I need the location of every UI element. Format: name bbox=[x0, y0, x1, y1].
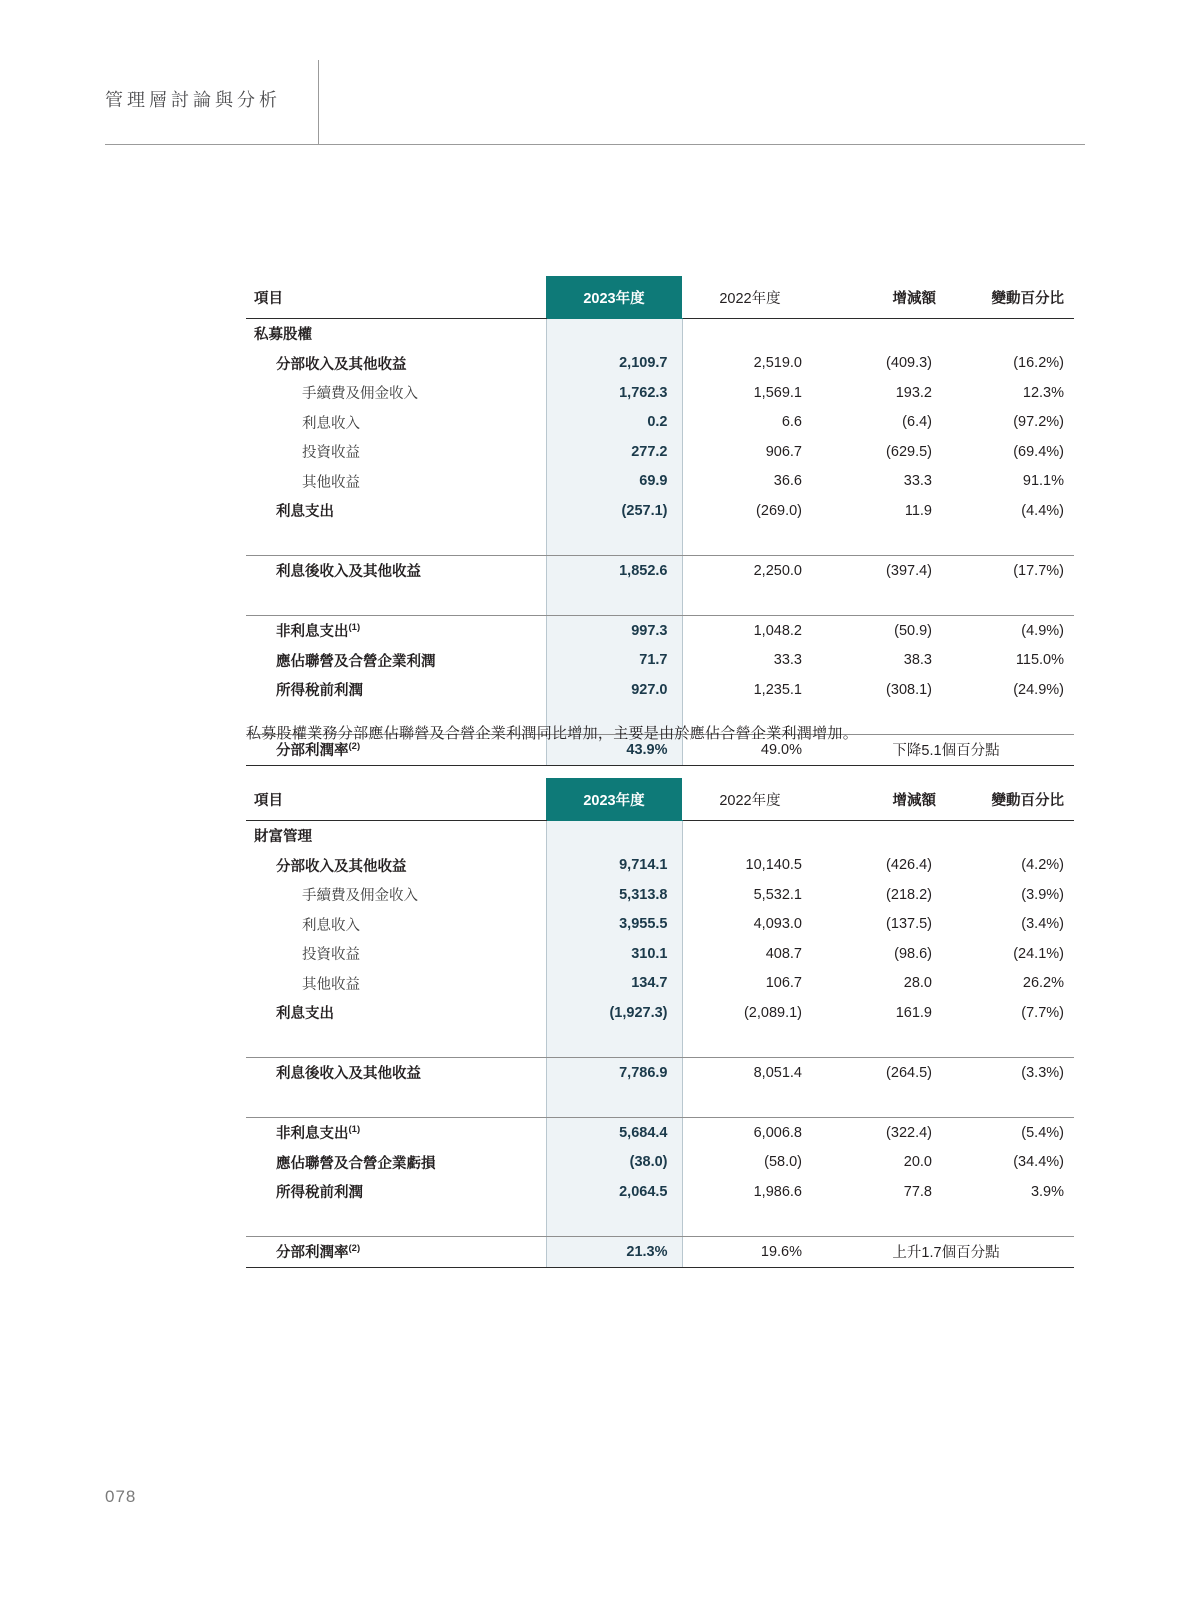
cell-2022: 106.7 bbox=[765, 975, 802, 992]
cell-2022: 8,051.4 bbox=[753, 1064, 802, 1081]
table-row bbox=[246, 851, 1074, 881]
table-row bbox=[246, 675, 1074, 705]
cell-2023: 997.3 bbox=[546, 616, 682, 646]
cell-delta: (98.6) bbox=[894, 945, 932, 962]
table-header-row bbox=[246, 276, 1074, 319]
column-header-pct: 變動百分比 bbox=[946, 778, 1074, 821]
table-row bbox=[246, 939, 1074, 969]
header-horizontal-rule bbox=[105, 144, 1085, 145]
table-row bbox=[246, 378, 1074, 408]
rule-cell bbox=[546, 1207, 682, 1237]
rule-cell bbox=[546, 1028, 682, 1058]
cell-2023: 9,714.1 bbox=[546, 851, 682, 881]
table-row bbox=[246, 408, 1074, 438]
rule-cell bbox=[818, 586, 946, 616]
row-label: 投資收益 bbox=[302, 947, 360, 964]
row-label: 利息收入 bbox=[302, 917, 360, 934]
table-row bbox=[246, 910, 1074, 940]
cell-change-note: 下降5.1個百分點 bbox=[818, 735, 1074, 766]
table-row bbox=[246, 467, 1074, 497]
cell-pct: (5.4%) bbox=[1021, 1124, 1064, 1141]
cell-delta: (629.5) bbox=[886, 443, 932, 460]
cell-delta: (264.5) bbox=[886, 1064, 932, 1081]
cell-delta: (308.1) bbox=[886, 681, 932, 698]
rule-cell bbox=[682, 1207, 818, 1237]
cell-2023: (38.0) bbox=[546, 1148, 682, 1178]
column-header-pct: 變動百分比 bbox=[946, 276, 1074, 319]
cell-delta: (6.4) bbox=[902, 414, 932, 431]
cell-2022: 2,519.0 bbox=[753, 355, 802, 372]
cell-2023: 134.7 bbox=[546, 969, 682, 999]
cell-2023: 2,064.5 bbox=[546, 1177, 682, 1207]
table-row bbox=[246, 616, 1074, 646]
column-header-2022: 2022年度 bbox=[682, 778, 818, 821]
page-header bbox=[105, 60, 1085, 150]
cell-2022: 49.0% bbox=[682, 735, 818, 766]
table-row bbox=[246, 349, 1074, 379]
column-header-delta: 增減額 bbox=[818, 276, 946, 319]
cell-pct: 26.2% bbox=[1022, 975, 1064, 992]
cell-delta: 20.0 bbox=[903, 1154, 932, 1171]
cell-delta: 77.8 bbox=[903, 1183, 932, 1200]
row-label: 其他收益 bbox=[302, 976, 360, 993]
table-row bbox=[246, 556, 1074, 586]
row-label: 應佔聯營及合營企業虧損 bbox=[276, 1155, 436, 1172]
rule-cell bbox=[818, 526, 946, 556]
cell-delta: 38.3 bbox=[903, 652, 932, 669]
cell-pct: (3.3%) bbox=[1021, 1064, 1064, 1081]
cell-2023: 2,109.7 bbox=[546, 349, 682, 379]
cell-2022: 1,986.6 bbox=[753, 1183, 802, 1200]
cell-delta: (137.5) bbox=[886, 916, 932, 933]
wealth-management-table bbox=[246, 778, 1074, 1268]
table-body bbox=[246, 821, 1074, 1268]
cell-2022: 408.7 bbox=[765, 945, 802, 962]
cell-pct: (24.9%) bbox=[1013, 681, 1064, 698]
cell-delta: (397.4) bbox=[886, 562, 932, 579]
footnote-marker: (1) bbox=[348, 1124, 361, 1136]
cell-pct: (3.4%) bbox=[1021, 916, 1064, 933]
table-section-row bbox=[246, 319, 1074, 349]
rule-cell bbox=[682, 1088, 818, 1118]
cell-delta: 33.3 bbox=[903, 473, 932, 490]
cell-2023: 927.0 bbox=[546, 675, 682, 705]
rule-cell bbox=[682, 586, 818, 616]
cell-empty bbox=[946, 319, 1074, 349]
cell-2023 bbox=[546, 319, 682, 349]
cell-delta: (50.9) bbox=[894, 622, 932, 639]
cell-2023: 3,955.5 bbox=[546, 910, 682, 940]
row-label: 分部利潤率$^{(2)}$ bbox=[246, 735, 546, 766]
footnote-marker: (2) bbox=[348, 1243, 361, 1255]
cell-empty bbox=[946, 821, 1074, 851]
cell-delta: 161.9 bbox=[895, 1004, 932, 1021]
cell-2022: 906.7 bbox=[765, 443, 802, 460]
cell-2023: 0.2 bbox=[546, 408, 682, 438]
cell-pct: (4.9%) bbox=[1021, 622, 1064, 639]
rule-cell bbox=[546, 1088, 682, 1118]
cell-2023: 277.2 bbox=[546, 437, 682, 467]
cell-pct: 115.0% bbox=[1015, 652, 1064, 669]
rule-cell bbox=[946, 526, 1074, 556]
column-header-item: 項目 bbox=[246, 276, 546, 319]
row-label: 利息支出 bbox=[276, 504, 334, 521]
column-header-item: 項目 bbox=[246, 778, 546, 821]
cell-pct: (69.4%) bbox=[1013, 443, 1064, 460]
column-header-2022: 2022年度 bbox=[682, 276, 818, 319]
rule-cell bbox=[946, 1028, 1074, 1058]
table-row bbox=[246, 1058, 1074, 1088]
table-body bbox=[246, 319, 1074, 766]
row-label: 手續費及佣金收入 bbox=[302, 386, 418, 403]
table-row bbox=[246, 1148, 1074, 1178]
cell-2022: (2,089.1) bbox=[743, 1004, 802, 1021]
row-label: 利息後收入及其他收益 bbox=[276, 1066, 421, 1083]
cell-empty bbox=[818, 319, 946, 349]
cell-2022: 1,048.2 bbox=[753, 622, 802, 639]
cell-delta: (426.4) bbox=[886, 857, 932, 874]
row-label: 投資收益 bbox=[302, 445, 360, 462]
table-row bbox=[246, 646, 1074, 676]
row-label: 利息收入 bbox=[302, 415, 360, 432]
table-row bbox=[246, 437, 1074, 467]
rule-cell bbox=[246, 586, 546, 616]
cell-2023: 21.3% bbox=[546, 1237, 682, 1268]
cell-2023: 1,762.3 bbox=[546, 378, 682, 408]
cell-delta: (218.2) bbox=[886, 886, 932, 903]
table-row bbox=[246, 880, 1074, 910]
body-paragraph: 私募股權業務分部應佔聯營及合營企業利潤同比增加，主要是由於應佔合營企業利潤增加。 bbox=[246, 725, 859, 742]
cell-2022: 33.3 bbox=[773, 652, 802, 669]
cell-pct: (4.2%) bbox=[1021, 857, 1064, 874]
cell-2023: 5,313.8 bbox=[546, 880, 682, 910]
cell-pct: (7.7%) bbox=[1021, 1004, 1064, 1021]
cell-2022: 4,093.0 bbox=[753, 916, 802, 933]
section-label: 私募股權 bbox=[254, 327, 312, 344]
cell-2023: (257.1) bbox=[546, 496, 682, 526]
cell-empty bbox=[682, 319, 818, 349]
header-vertical-rule bbox=[318, 60, 319, 144]
cell-pct: (4.4%) bbox=[1021, 502, 1064, 519]
cell-pct: (97.2%) bbox=[1013, 414, 1064, 431]
cell-2023: 71.7 bbox=[546, 646, 682, 676]
row-label: 分部收入及其他收益 bbox=[276, 356, 407, 373]
table-row bbox=[246, 1237, 1074, 1268]
cell-2022: 6.6 bbox=[781, 414, 802, 431]
cell-pct: (17.7%) bbox=[1013, 562, 1064, 579]
row-label: 利息後收入及其他收益 bbox=[276, 564, 421, 581]
rule-cell bbox=[818, 1028, 946, 1058]
rule-cell bbox=[818, 1207, 946, 1237]
table-section-row bbox=[246, 821, 1074, 851]
column-header-delta: 增減額 bbox=[818, 778, 946, 821]
rule-cell bbox=[546, 586, 682, 616]
cell-2023 bbox=[546, 821, 682, 851]
cell-pct: (16.2%) bbox=[1013, 355, 1064, 372]
page-number: 078 bbox=[105, 1487, 137, 1506]
row-label: 非利息支出$^{(1)}$ bbox=[276, 622, 361, 641]
cell-2022: 36.6 bbox=[773, 473, 802, 490]
cell-pct: (34.4%) bbox=[1013, 1154, 1064, 1171]
cell-empty bbox=[818, 821, 946, 851]
cell-2022: 1,235.1 bbox=[753, 681, 802, 698]
rule-cell bbox=[946, 1207, 1074, 1237]
footnote-marker: (1) bbox=[348, 622, 361, 634]
row-label: 其他收益 bbox=[302, 474, 360, 491]
rule-cell bbox=[946, 586, 1074, 616]
cell-pct: 12.3% bbox=[1022, 384, 1064, 401]
cell-delta: 193.2 bbox=[895, 384, 932, 401]
cell-2022: 5,532.1 bbox=[753, 886, 802, 903]
footnote-marker: (2) bbox=[348, 741, 361, 753]
cell-delta: 11.9 bbox=[904, 502, 932, 519]
cell-2022: 19.6% bbox=[682, 1237, 818, 1268]
rule-cell bbox=[682, 1028, 818, 1058]
cell-2022: (269.0) bbox=[756, 502, 802, 519]
table-row bbox=[246, 1118, 1074, 1148]
cell-2022: 10,140.5 bbox=[745, 857, 802, 874]
cell-pct: (3.9%) bbox=[1021, 886, 1064, 903]
section-label: 財富管理 bbox=[254, 829, 312, 846]
private-equity-table bbox=[246, 276, 1074, 766]
row-label: 非利息支出$^{(1)}$ bbox=[276, 1124, 361, 1143]
row-label: 所得稅前利潤 bbox=[276, 683, 363, 700]
row-label: 分部利潤率$^{(2)}$ bbox=[246, 1237, 546, 1268]
cell-empty bbox=[682, 821, 818, 851]
rule-cell bbox=[246, 1028, 546, 1058]
table-row bbox=[246, 1177, 1074, 1207]
cell-2023: 1,852.6 bbox=[546, 556, 682, 586]
rule-cell bbox=[818, 1088, 946, 1118]
cell-delta: 28.0 bbox=[903, 975, 932, 992]
table-rule bbox=[246, 586, 1074, 616]
cell-2023: 69.9 bbox=[546, 467, 682, 497]
cell-2023: 5,684.4 bbox=[546, 1118, 682, 1148]
table-rule bbox=[246, 526, 1074, 556]
table-rule bbox=[246, 1088, 1074, 1118]
cell-pct: 91.1% bbox=[1022, 473, 1064, 490]
column-header-2023: 2023年度 bbox=[546, 276, 682, 319]
cell-pct: 3.9% bbox=[1030, 1183, 1064, 1200]
cell-2022: 6,006.8 bbox=[753, 1124, 802, 1141]
cell-2022: 1,569.1 bbox=[753, 384, 802, 401]
table-rule bbox=[246, 1207, 1074, 1237]
table-row bbox=[246, 998, 1074, 1028]
column-header-2023: 2023年度 bbox=[546, 778, 682, 821]
cell-pct: (24.1%) bbox=[1013, 945, 1064, 962]
cell-2023: 7,786.9 bbox=[546, 1058, 682, 1088]
cell-delta: (322.4) bbox=[886, 1124, 932, 1141]
cell-delta: (409.3) bbox=[886, 355, 932, 372]
rule-cell bbox=[246, 1088, 546, 1118]
row-label: 所得稅前利潤 bbox=[276, 1185, 363, 1202]
rule-cell bbox=[546, 526, 682, 556]
rule-cell bbox=[946, 1088, 1074, 1118]
cell-2023: 43.9% bbox=[546, 735, 682, 766]
cell-2023: 310.1 bbox=[546, 939, 682, 969]
rule-cell bbox=[682, 526, 818, 556]
table-rule bbox=[246, 1028, 1074, 1058]
rule-cell bbox=[246, 1207, 546, 1237]
table-row bbox=[246, 969, 1074, 999]
table-header-row bbox=[246, 778, 1074, 821]
cell-2023: (1,927.3) bbox=[546, 998, 682, 1028]
cell-2022: (58.0) bbox=[764, 1154, 802, 1171]
cell-change-note: 上升1.7個百分點 bbox=[818, 1237, 1074, 1268]
row-label: 應佔聯營及合營企業利潤 bbox=[276, 653, 436, 670]
rule-cell bbox=[246, 526, 546, 556]
page-title: 管理層討論與分析 bbox=[105, 90, 281, 110]
row-label: 分部收入及其他收益 bbox=[276, 858, 407, 875]
table-row bbox=[246, 496, 1074, 526]
row-label: 利息支出 bbox=[276, 1006, 334, 1023]
cell-2022: 2,250.0 bbox=[753, 562, 802, 579]
row-label: 手續費及佣金收入 bbox=[302, 888, 418, 905]
